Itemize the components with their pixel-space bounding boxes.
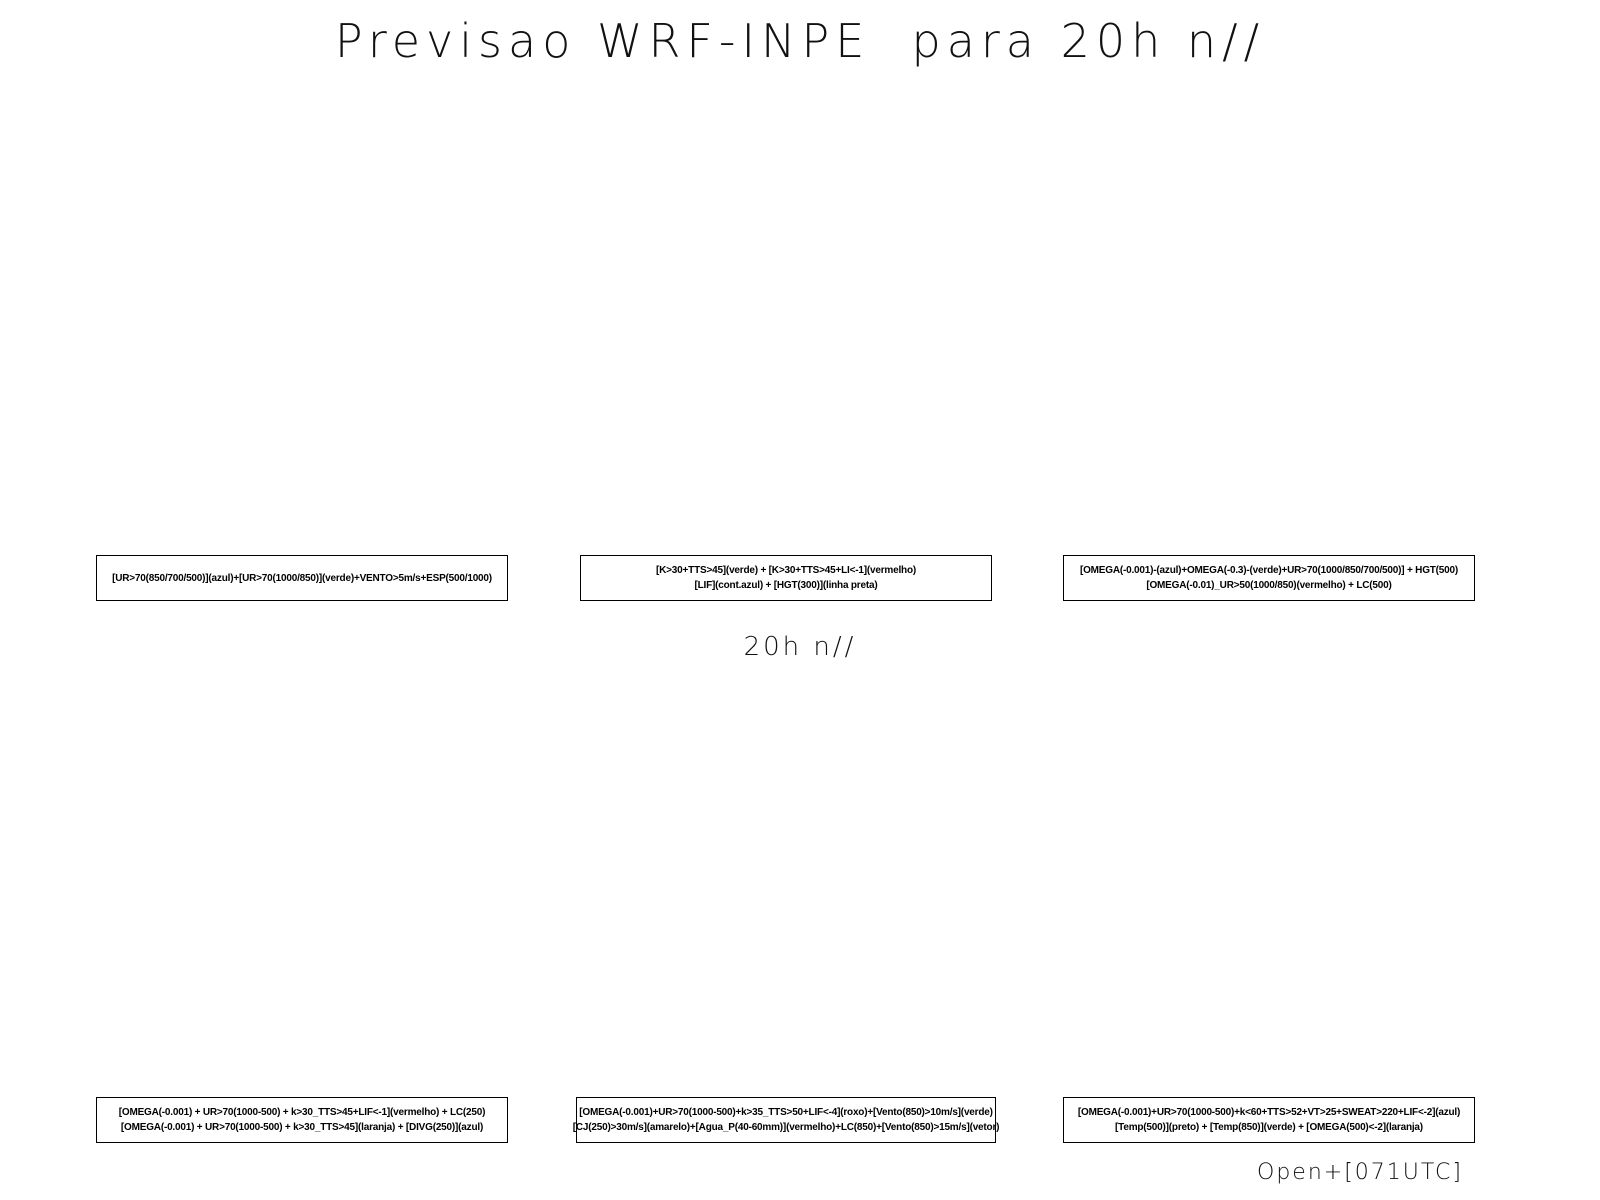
legend-line: [Temp(500)](preto) + [Temp(850)](verde) + [OMEGA(500)<-2](laranja) [1115,1122,1423,1133]
legend-line: [CJ(250)>30m/s](amarelo)+[Agua_P(40-60mm)](vermelho)+LC(850)+[Vento(850)>15m/s](vetor) [572,1122,1000,1133]
legend-line: [OMEGA(-0.001) + UR>70(1000-500) + k>30_TTS>45+LIF<-1](vermelho) + LC(250) [118,1107,486,1118]
legend-line: [OMEGA(-0.001)+UR>70(1000-500)+k>35_TTS>50+LIF<-4](roxo)+[Vento(850)>10m/s](verde) [579,1107,993,1118]
legend-panel-bottom-left [96,1097,508,1143]
footer-label: Open+[071UTC] [1257,1160,1463,1185]
legend-line: [OMEGA(-0.001)-(azul)+OMEGA(-0.3)-(verde)+UR>70(1000/850/700/500)] + HGT(500) [1079,565,1459,576]
legend-line: [OMEGA(-0.01)_UR>50(1000/850)(vermelho) + LC(500) [1146,580,1392,591]
legend-panel-top-left [96,555,508,601]
legend-line: [K>30+TTS>45](verde) + [K>30+TTS>45+LI<-1](vermelho) [656,565,916,576]
legend-panel-bottom-right [1063,1097,1475,1143]
legend-panel-top-center [580,555,992,601]
legend-line: [OMEGA(-0.001) + UR>70(1000-500) + k>30_TTS>45](laranja) + [DIVG(250)](azul) [120,1122,484,1133]
legend-panel-bottom-center [572,1097,1000,1143]
legend-line: [LIF](cont.azul) + [HGT(300)](linha preta) [694,580,878,591]
legend-line: [UR>70(850/700/500)](azul)+[UR>70(1000/850)](verde)+VENTO>5m/s+ESP(500/1000) [112,572,492,584]
page-title: Previsao WRF-INPE para 20h n// [334,14,1266,68]
legend-panel-top-right [1063,555,1475,601]
legend-line: [OMEGA(-0.001)+UR>70(1000-500)+k<60+TTS>52+VT>25+SWEAT>220+LIF<-2](azul) [1077,1107,1461,1118]
subtitle: 20h n// [743,632,857,662]
